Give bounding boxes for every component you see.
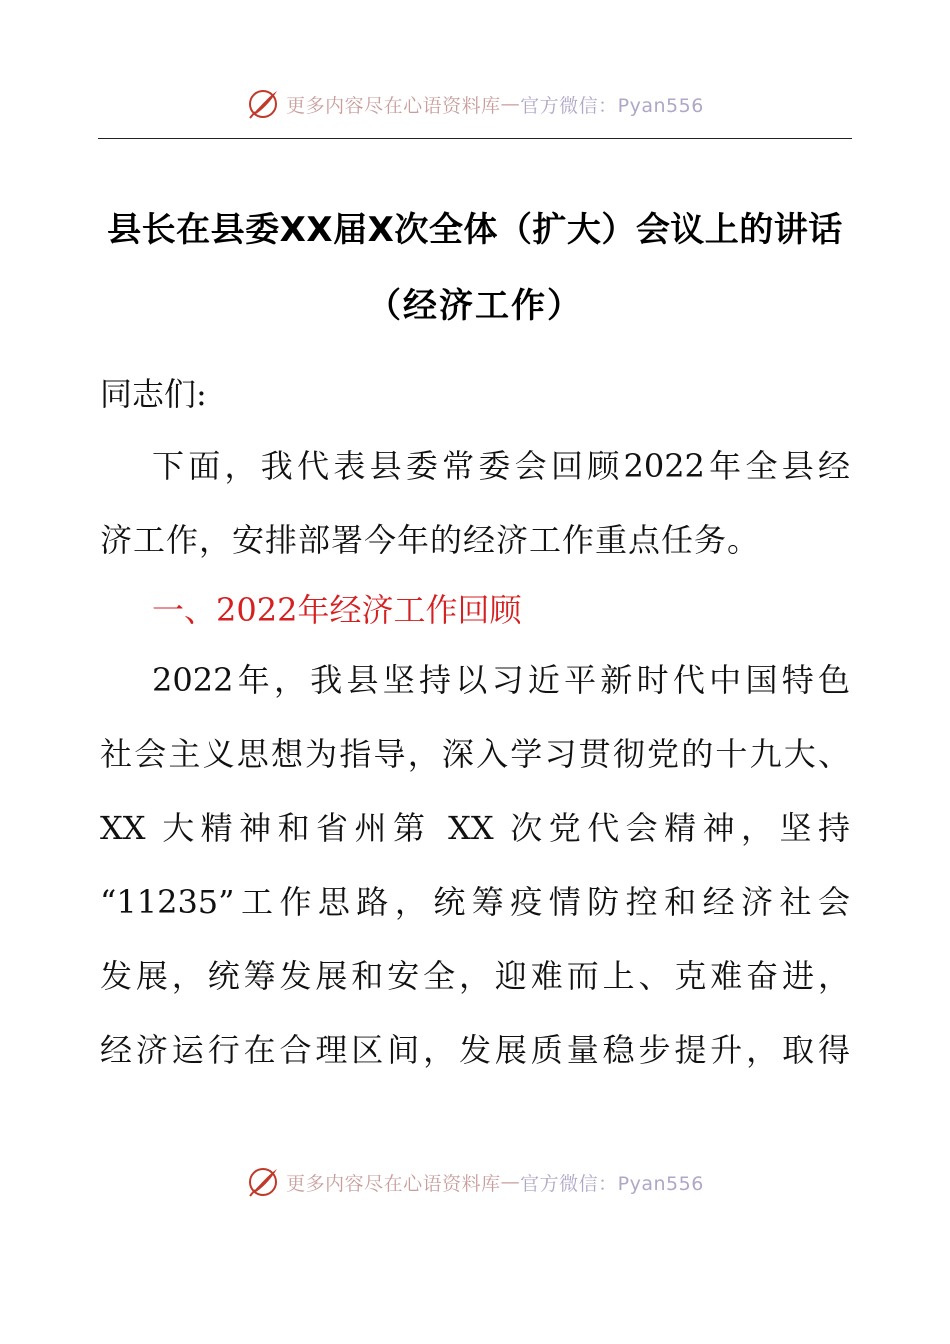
watermark-dash: — (500, 1171, 521, 1193)
watermark-footer (0, 1160, 950, 1204)
header-rule (98, 138, 852, 139)
watermark-contact: 官方微信：Pyan556 (520, 94, 704, 117)
paragraph-line: 济工作，安排部署今年的经济工作重点任务。 (100, 521, 761, 559)
watermark-header (0, 82, 950, 126)
paragraph-line: 经济运行在合理区间，发展质量稳步提升，取得 (100, 1031, 850, 1069)
section-heading: 一、2022年经济工作回顾 (152, 591, 522, 629)
document-subtitle: （经济工作） (367, 286, 583, 326)
watermark-text: 更多内容尽在心语资料库 (286, 94, 501, 117)
greeting: 同志们: (100, 375, 207, 413)
watermark-dash: — (500, 93, 521, 115)
paragraph-line: 发展，统筹发展和安全，迎难而上、克难奋进， (100, 957, 850, 995)
paragraph-line: 2022年，我县坚持以习近平新时代中国特色 (152, 661, 850, 699)
paragraph-line: “11235”工作思路，统筹疫情防控和经济社会 (100, 883, 850, 921)
watermark-text: 更多内容尽在心语资料库 (286, 1172, 501, 1195)
paragraph-line: 社会主义思想为指导，深入学习贯彻党的十九大、 (100, 735, 850, 773)
quill-logo-icon (246, 1165, 280, 1199)
quill-logo-icon (246, 87, 280, 121)
paragraph-line: 下面，我代表县委常委会回顾2022年全县经 (152, 447, 850, 485)
document-title: 县长在县委XX届X次全体（扩大）会议上的讲话 (107, 210, 843, 250)
paragraph-line: XX 大精神和省州第 XX 次党代会精神，坚持 (100, 809, 850, 847)
watermark-contact: 官方微信：Pyan556 (520, 1172, 704, 1195)
